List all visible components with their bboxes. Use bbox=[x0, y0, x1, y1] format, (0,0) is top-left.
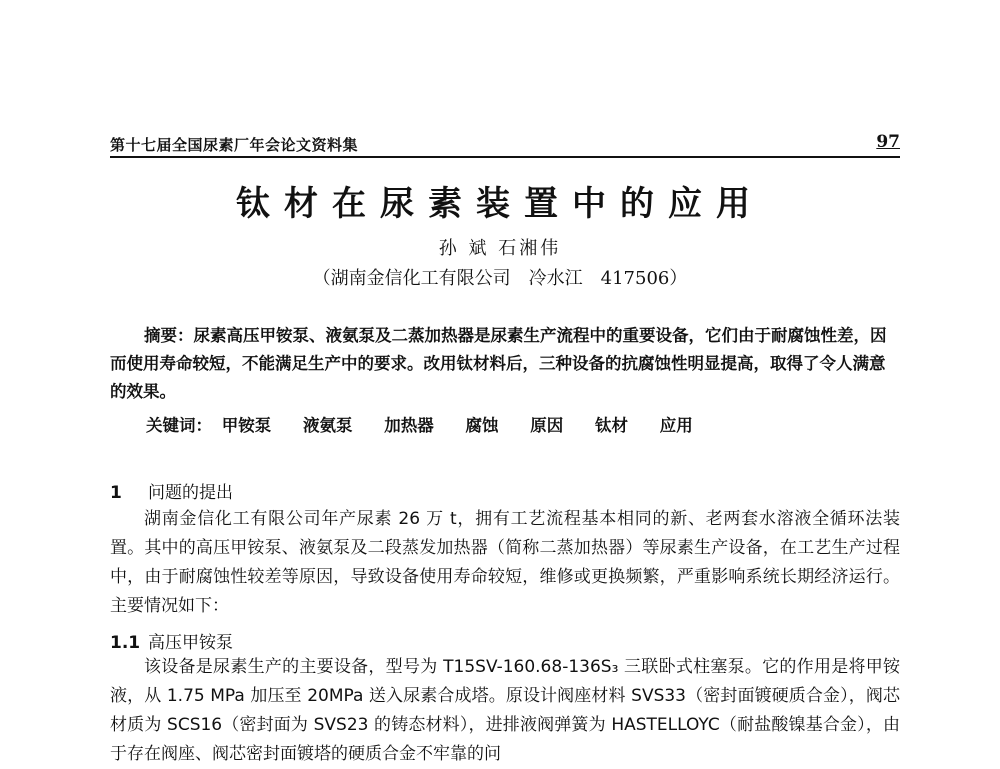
section-title: 问题的提出 bbox=[148, 483, 233, 503]
keyword-item: 应用 bbox=[659, 416, 693, 435]
keyword-item: 液氨泵 bbox=[303, 416, 353, 435]
section-1-paragraph: 湖南金信化工有限公司年产尿素 26 万 t，拥有工艺流程基本相同的新、老两套水溶液全循环法装置。其中的高压甲铵泵、液氨泵及二段蒸发加热器（简称二蒸加热器）等尿素生产设备，在工艺生产过程中，由于耐腐蚀性较差等原因，导致设备使用寿命较短，维修或更换频繁，严重影响系统长期经济运行。主要情况如下： bbox=[110, 509, 900, 616]
abstract-text: 尿素高压甲铵泵、液氨泵及二蒸加热器是尿素生产流程中的重要设备，它们由于耐腐蚀性差，因而使用寿命较短，不能满足生产中的要求。改用钛材料后，三种设备的抗腐蚀性明显提高，取得了令人满意的效果。 bbox=[110, 326, 887, 401]
keyword-item: 甲铵泵 bbox=[221, 416, 272, 435]
affiliation: （湖南金信化工有限公司 冷水江 417506） bbox=[312, 268, 688, 289]
keyword-item: 原因 bbox=[530, 416, 564, 435]
section-1-1-heading bbox=[110, 628, 233, 653]
keywords-label: 关键词： bbox=[146, 416, 212, 435]
page-number: 97 bbox=[876, 132, 900, 152]
keyword-item: 钛材 bbox=[595, 416, 628, 435]
running-header bbox=[110, 134, 900, 158]
paper-title: 钛材在尿素装置中的应用 bbox=[236, 184, 764, 224]
section-title: 高压甲铵泵 bbox=[148, 633, 233, 653]
section-1-heading bbox=[110, 478, 233, 503]
section-number: 1 bbox=[110, 483, 122, 503]
proceedings-title: 第十七届全国尿素厂年会论文资料集 bbox=[110, 136, 359, 154]
abstract bbox=[110, 322, 900, 406]
keyword-item: 腐蚀 bbox=[465, 416, 499, 435]
header-rule bbox=[110, 156, 900, 158]
abstract-label: 摘要： bbox=[144, 326, 194, 345]
authors: 孙 斌 石湘伟 bbox=[438, 238, 562, 259]
keywords bbox=[146, 412, 906, 436]
section-1-1-paragraph: 该设备是尿素生产的主要设备，型号为 T15SV-160.68-136S₃ 三联卧式柱塞泵。它的作用是将甲铵液，从 1.75 MPa 加压至 20MPa 送入尿素合成塔。原设计阀座材料 SVS33（密封面镀硬质合金），阀芯材质为 SCS16（密封面为 SVS23 的铸态材料），进排液阀弹簧为 HASTELLOYC（耐盐酸镍基合金），由于存在阀座、阀芯密封面镀塔的硬质合金不牢靠的问 bbox=[110, 657, 900, 764]
section-number: 1.1 bbox=[110, 633, 141, 653]
keyword-item: 加热器 bbox=[384, 416, 434, 435]
